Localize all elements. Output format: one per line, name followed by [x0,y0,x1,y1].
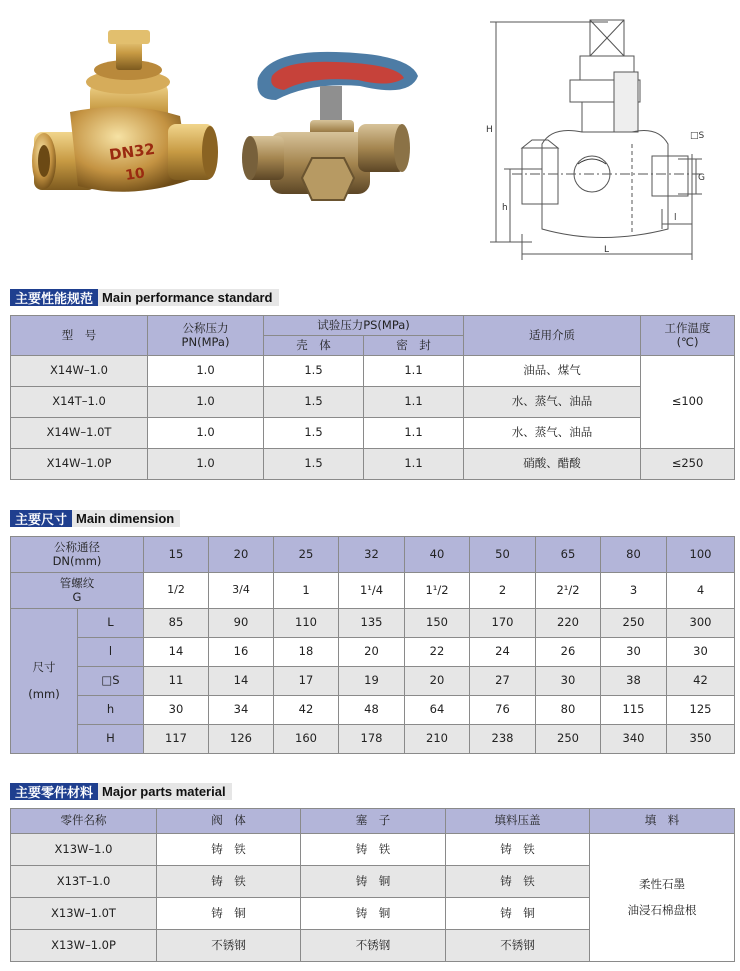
dn-cell: 100 [667,537,735,573]
header-shell: 壳 体 [264,336,364,356]
dim-cell: 42 [274,696,339,725]
dim-cell: 19 [339,667,405,696]
dn-row [11,537,735,573]
cell-body: 铸 铁 [157,834,301,866]
row-label: □S [78,667,144,696]
cell-plug: 铸 铁 [301,834,446,866]
performance-title-en: Main performance standard [102,290,273,305]
dim-cell: 250 [601,609,667,638]
performance-table [10,315,735,480]
dim-cell: 24 [470,638,536,667]
dim-cell: 90 [209,609,274,638]
dimension-title-en: Main dimension [76,511,175,526]
cell-gland: 铸 铁 [446,834,590,866]
table-row [11,667,735,696]
brass-plug-valve-photo [30,20,220,210]
g-cell: 1 [274,573,339,609]
dim-cell: 210 [405,725,470,754]
cell-gland: 铸 铁 [446,866,590,898]
cell-shell: 1.5 [264,387,364,418]
dim-cell: 115 [601,696,667,725]
dim-cell: 160 [274,725,339,754]
dim-cell: 300 [667,609,735,638]
header-temp: 工作温度 (℃) [641,316,735,356]
dim-cell: 125 [667,696,735,725]
material-table [10,808,735,962]
row-label: l [78,638,144,667]
dim-cell: 340 [601,725,667,754]
cell-pn: 1.0 [148,418,264,449]
cell-plug: 铸 铜 [301,898,446,930]
dn-label: 公称通径 DN(mm) [11,537,144,573]
header-seal: 密 封 [364,336,464,356]
dim-cell: 238 [470,725,536,754]
dim-cell: 14 [209,667,274,696]
dim-cell: 30 [601,638,667,667]
dn-cell: 40 [405,537,470,573]
dim-cell: 34 [209,696,274,725]
dim-cell: 26 [536,638,601,667]
table-row [11,449,735,480]
dim-cell: 85 [144,609,209,638]
dim-cell: 350 [667,725,735,754]
cell-pn: 1.0 [148,449,264,480]
dim-cell: 30 [144,696,209,725]
table-row [11,638,735,667]
row-label: H [78,725,144,754]
dim-cell: 18 [274,638,339,667]
cell-part: X13T–1.0 [11,866,157,898]
cell-shell: 1.5 [264,356,364,387]
cell-medium: 水、蒸气、油品 [464,387,641,418]
header-body: 阀 体 [157,809,301,834]
header-gland: 填料压盖 [446,809,590,834]
dim-cell: 17 [274,667,339,696]
cell-medium: 水、蒸气、油品 [464,418,641,449]
g-cell: 1/2 [144,573,209,609]
dimension-title-cn: 主要尺寸 [10,510,72,527]
dim-cell: 150 [405,609,470,638]
drawing-label-G: G [698,173,705,183]
table-row [11,696,735,725]
g-cell: 4 [667,573,735,609]
g-label: 管螺纹 G [11,573,144,609]
header-medium: 适用介质 [464,316,641,356]
performance-section-title [10,289,279,306]
drawing-label-h: h [502,203,508,213]
cell-body: 不锈钢 [157,930,301,962]
header-plug: 塞 子 [301,809,446,834]
header-packing: 填 料 [590,809,735,834]
dimension-table [10,536,735,754]
header-ps: 试验压力PS(MPa) [264,316,464,336]
handle-valve-photo [240,38,420,218]
dn-cell: 80 [601,537,667,573]
cell-gland: 不锈钢 [446,930,590,962]
dimension-section-title [10,510,180,527]
row-label: L [78,609,144,638]
table-row [11,834,735,866]
row-label: h [78,696,144,725]
dim-cell: 42 [667,667,735,696]
dim-cell: 126 [209,725,274,754]
cell-temp-group: ≤100 [641,356,735,449]
g-cell: 2 [470,573,536,609]
cell-plug: 铸 铜 [301,866,446,898]
material-title-cn: 主要零件材料 [10,783,98,800]
dim-cell: 20 [339,638,405,667]
cell-part: X13W–1.0P [11,930,157,962]
table-row [11,387,735,418]
cell-model: X14W–1.0T [11,418,148,449]
dim-cell: 14 [144,638,209,667]
cell-pn: 1.0 [148,356,264,387]
header-part: 零件名称 [11,809,157,834]
cell-shell: 1.5 [264,449,364,480]
drawing-label-S: □S [690,131,705,141]
header-pn: 公称压力 PN(MPa) [148,316,264,356]
cell-temp-last: ≤250 [641,449,735,480]
cell-seal: 1.1 [364,418,464,449]
drawing-label-H: H [486,125,493,135]
cell-shell: 1.5 [264,418,364,449]
cell-model: X14W–1.0P [11,449,148,480]
g-row [11,573,735,609]
drawing-label-L: L [604,245,610,255]
g-cell: 2¹/2 [536,573,601,609]
cell-model: X14T–1.0 [11,387,148,418]
g-cell: 1¹/4 [339,573,405,609]
g-cell: 1¹/2 [405,573,470,609]
dim-cell: 220 [536,609,601,638]
dim-cell: 64 [405,696,470,725]
header-model: 型 号 [11,316,148,356]
dim-cell: 178 [339,725,405,754]
dim-cell: 76 [470,696,536,725]
product-images [0,0,740,272]
size-label: 尺寸 (mm) [11,609,78,754]
cell-plug: 不锈钢 [301,930,446,962]
cell-pn: 1.0 [148,387,264,418]
dim-cell: 250 [536,725,601,754]
valve-marking-dn: DN32 [108,139,157,164]
cell-body: 铸 铜 [157,898,301,930]
dim-cell: 30 [667,638,735,667]
cell-part: X13W–1.0 [11,834,157,866]
dim-cell: 48 [339,696,405,725]
dim-cell: 11 [144,667,209,696]
cell-medium: 硝酸、醋酸 [464,449,641,480]
dn-cell: 20 [209,537,274,573]
table-row [11,609,735,638]
material-section-title [10,783,232,800]
dim-cell: 16 [209,638,274,667]
dim-cell: 22 [405,638,470,667]
dim-cell: 30 [536,667,601,696]
dim-cell: 117 [144,725,209,754]
g-cell: 3 [601,573,667,609]
dim-cell: 135 [339,609,405,638]
dn-cell: 50 [470,537,536,573]
dim-cell: 80 [536,696,601,725]
dn-cell: 25 [274,537,339,573]
dim-cell: 110 [274,609,339,638]
cell-medium: 油品、煤气 [464,356,641,387]
valve-marking-pn: 10 [124,165,146,184]
table-row [11,356,735,387]
cell-part: X13W–1.0T [11,898,157,930]
cell-gland: 铸 铜 [446,898,590,930]
dn-cell: 15 [144,537,209,573]
cell-packing: 柔性石墨 油浸石棉盘根 [590,834,735,962]
g-cell: 3/4 [209,573,274,609]
dim-cell: 38 [601,667,667,696]
dim-cell: 27 [470,667,536,696]
dim-cell: 20 [405,667,470,696]
cell-seal: 1.1 [364,449,464,480]
dn-cell: 65 [536,537,601,573]
dn-cell: 32 [339,537,405,573]
table-row [11,418,735,449]
valve-dimension-drawing [482,14,722,264]
table-row [11,725,735,754]
cell-model: X14W–1.0 [11,356,148,387]
cell-seal: 1.1 [364,356,464,387]
performance-title-cn: 主要性能规范 [10,289,98,306]
cell-seal: 1.1 [364,387,464,418]
dim-cell: 170 [470,609,536,638]
cell-body: 铸 铁 [157,866,301,898]
drawing-label-l: l [674,213,677,223]
material-title-en: Major parts material [102,784,226,799]
